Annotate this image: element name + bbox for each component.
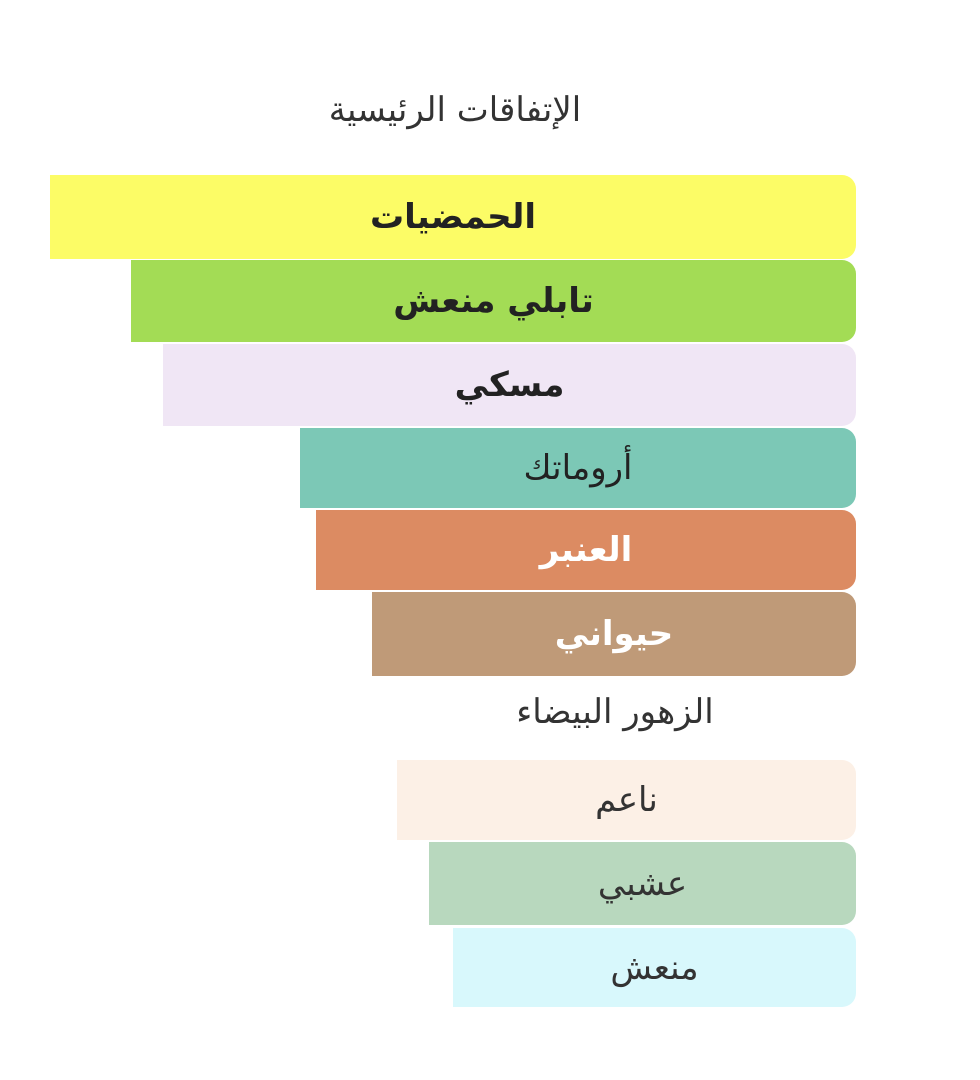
accord-label: الحمضيات [369, 197, 537, 237]
chart-title: الإتفاقات الرئيسية [328, 90, 582, 130]
accord-label: منعش [610, 947, 699, 988]
accord-label: حيواني [554, 614, 674, 654]
accord-bar [453, 928, 856, 1007]
accord-bar [131, 260, 856, 342]
accord-bar [163, 344, 856, 426]
accord-bar [429, 842, 856, 925]
accord-bar [316, 510, 856, 590]
accord-label: أروماتك [523, 448, 633, 488]
section-heading-white-flowers: الزهور البيضاء [516, 692, 714, 732]
accord-bar [300, 428, 856, 508]
accord-bar [372, 592, 856, 676]
accord-bar [397, 760, 856, 840]
accord-label: ناعم [595, 780, 658, 820]
accord-label: العنبر [539, 530, 633, 570]
accord-bar [50, 175, 856, 259]
accord-label: تابلي منعش [393, 281, 594, 321]
accord-label: مسكي [454, 365, 565, 405]
accord-label: عشبي [597, 863, 688, 904]
